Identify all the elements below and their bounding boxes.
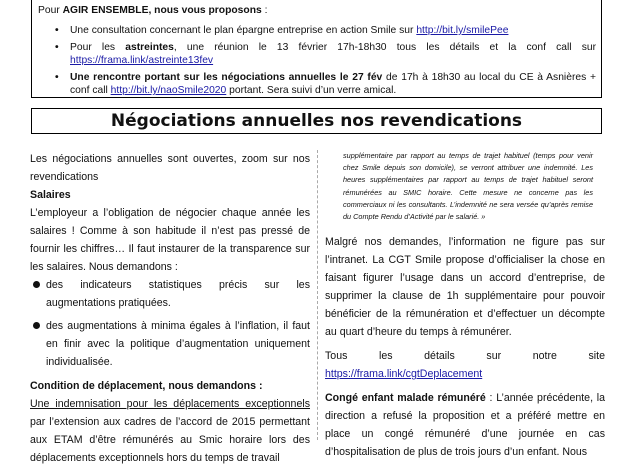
bullet-icon: • [55,71,59,83]
intro-paragraph: Les négociations annuelles sont ouvertes, zoom sur nos revendications [30,153,310,183]
deplacement-link[interactable]: https://frama.link/cgtDeplacement [325,368,483,381]
astreinte-link[interactable]: https://frama.link/astreinte13fev [70,55,214,66]
actions-box [31,0,602,98]
accord-quote: supplémentaire par rapport au temps de trajet habituel (temps pour venir chez Smile depuis son domicile), se verront attribuer une indemnité. Les heures supplémentaires par rapport au temps de trajet habituel seront rémunérées au SMIC horaire. Cette mesure ne concerne pas les commerciaux ni les consultants. L’indemnité ne sera versée qu’après remise du Compte Rendu d’Activité par le salarié. » [343,151,593,222]
salaires-heading: Salaires [30,189,71,201]
demands-paragraph: Malgré nos demandes, l’information ne figure pas sur l’intranet. La CGT Smile propose d’officialiser la chose en faisant figurer l’usage dans un accord d’entreprise, de supprimer la clause de 1h supplémentaire pour pouvoir bénéficier de la rémunération et d’effectuer un décompte au quart d’heure du temps à rémunérer. [325,236,605,339]
deplacement-heading: Condition de déplacement, nous demandons : [30,380,263,392]
conge-heading: Congé enfant malade rémunéré [325,392,486,405]
item-text: portant. Sera suivi d’un verre amical. [226,85,397,96]
right-column [325,150,605,461]
section-title: Négociations annuelles nos revendications [31,108,602,134]
item-text: de 17h à 18h30 au local du CE à Asnières + conf call [70,71,596,96]
list-item [46,41,596,68]
intro-prefix: Pour [38,5,63,16]
bullet-icon: • [55,25,59,36]
details-paragraph: Tous les détails sur notre site [325,350,605,363]
list-item [46,71,596,98]
list-item [30,276,310,312]
deplacement-text: par l’extension aux cadres de l’accord de 2015 permettant aux ETAM d’être rémunérés au Smic horaire lors des déplacements exceptionnels hors du temps de travail [30,416,310,464]
column-divider [317,150,318,440]
salaires-paragraph: L’employeur a l’obligation de négocier chaque année les salaires ! Comme à son habitude il n’est pas pressé de fournir les chiffres… Il faut instaurer de la transparence sur les salaires. Nous demandons : [30,207,310,273]
conge-text: : L’année précédente, la direction a refusé la proposition et a préféré mettre en place un congé rémunéré d’une journée en cas d’hospitalisation de plus de trois jours d’un enfant. Nous [325,392,605,459]
deplacement-paragraph [30,395,310,467]
nao-link[interactable]: http://bit.ly/naoSmile2020 [110,85,227,96]
intro-suffix: : [261,5,268,16]
left-column [30,150,310,467]
list-item [46,24,596,38]
demands-list [30,276,310,371]
list-item [30,317,310,371]
item-bold: Une rencontre portant sur les négociations annuelles le 27 fév [70,71,383,83]
actions-list [46,24,596,101]
item-text: Une consultation concernant le plan épargne entreprise en action Smile sur [70,25,417,36]
bullet-text: des indicateurs statistiques précis sur les augmentations pratiquées. [46,279,310,309]
bullet-text: des augmentations à minima égales à l’inflation, il faut en finir avec la politique d’augmentation uniquement individualisée. [46,320,310,368]
deplacement-underlined: Une indemnisation pour les déplacements exceptionnels [30,398,310,410]
intro-bold: AGIR ENSEMBLE, nous vous proposons [62,5,262,16]
item-text: , une réunion le 13 février 17h-18h30 tous les détails et la conf call sur [173,41,597,53]
item-bold: astreintes [125,41,174,53]
bullet-icon [33,322,40,329]
conge-paragraph [325,389,605,461]
pee-link[interactable]: http://bit.ly/smilePee [416,25,509,36]
item-text: Pour les [70,41,126,53]
actions-intro [38,4,267,18]
bullet-icon [33,281,40,288]
bullet-icon: • [55,41,59,53]
